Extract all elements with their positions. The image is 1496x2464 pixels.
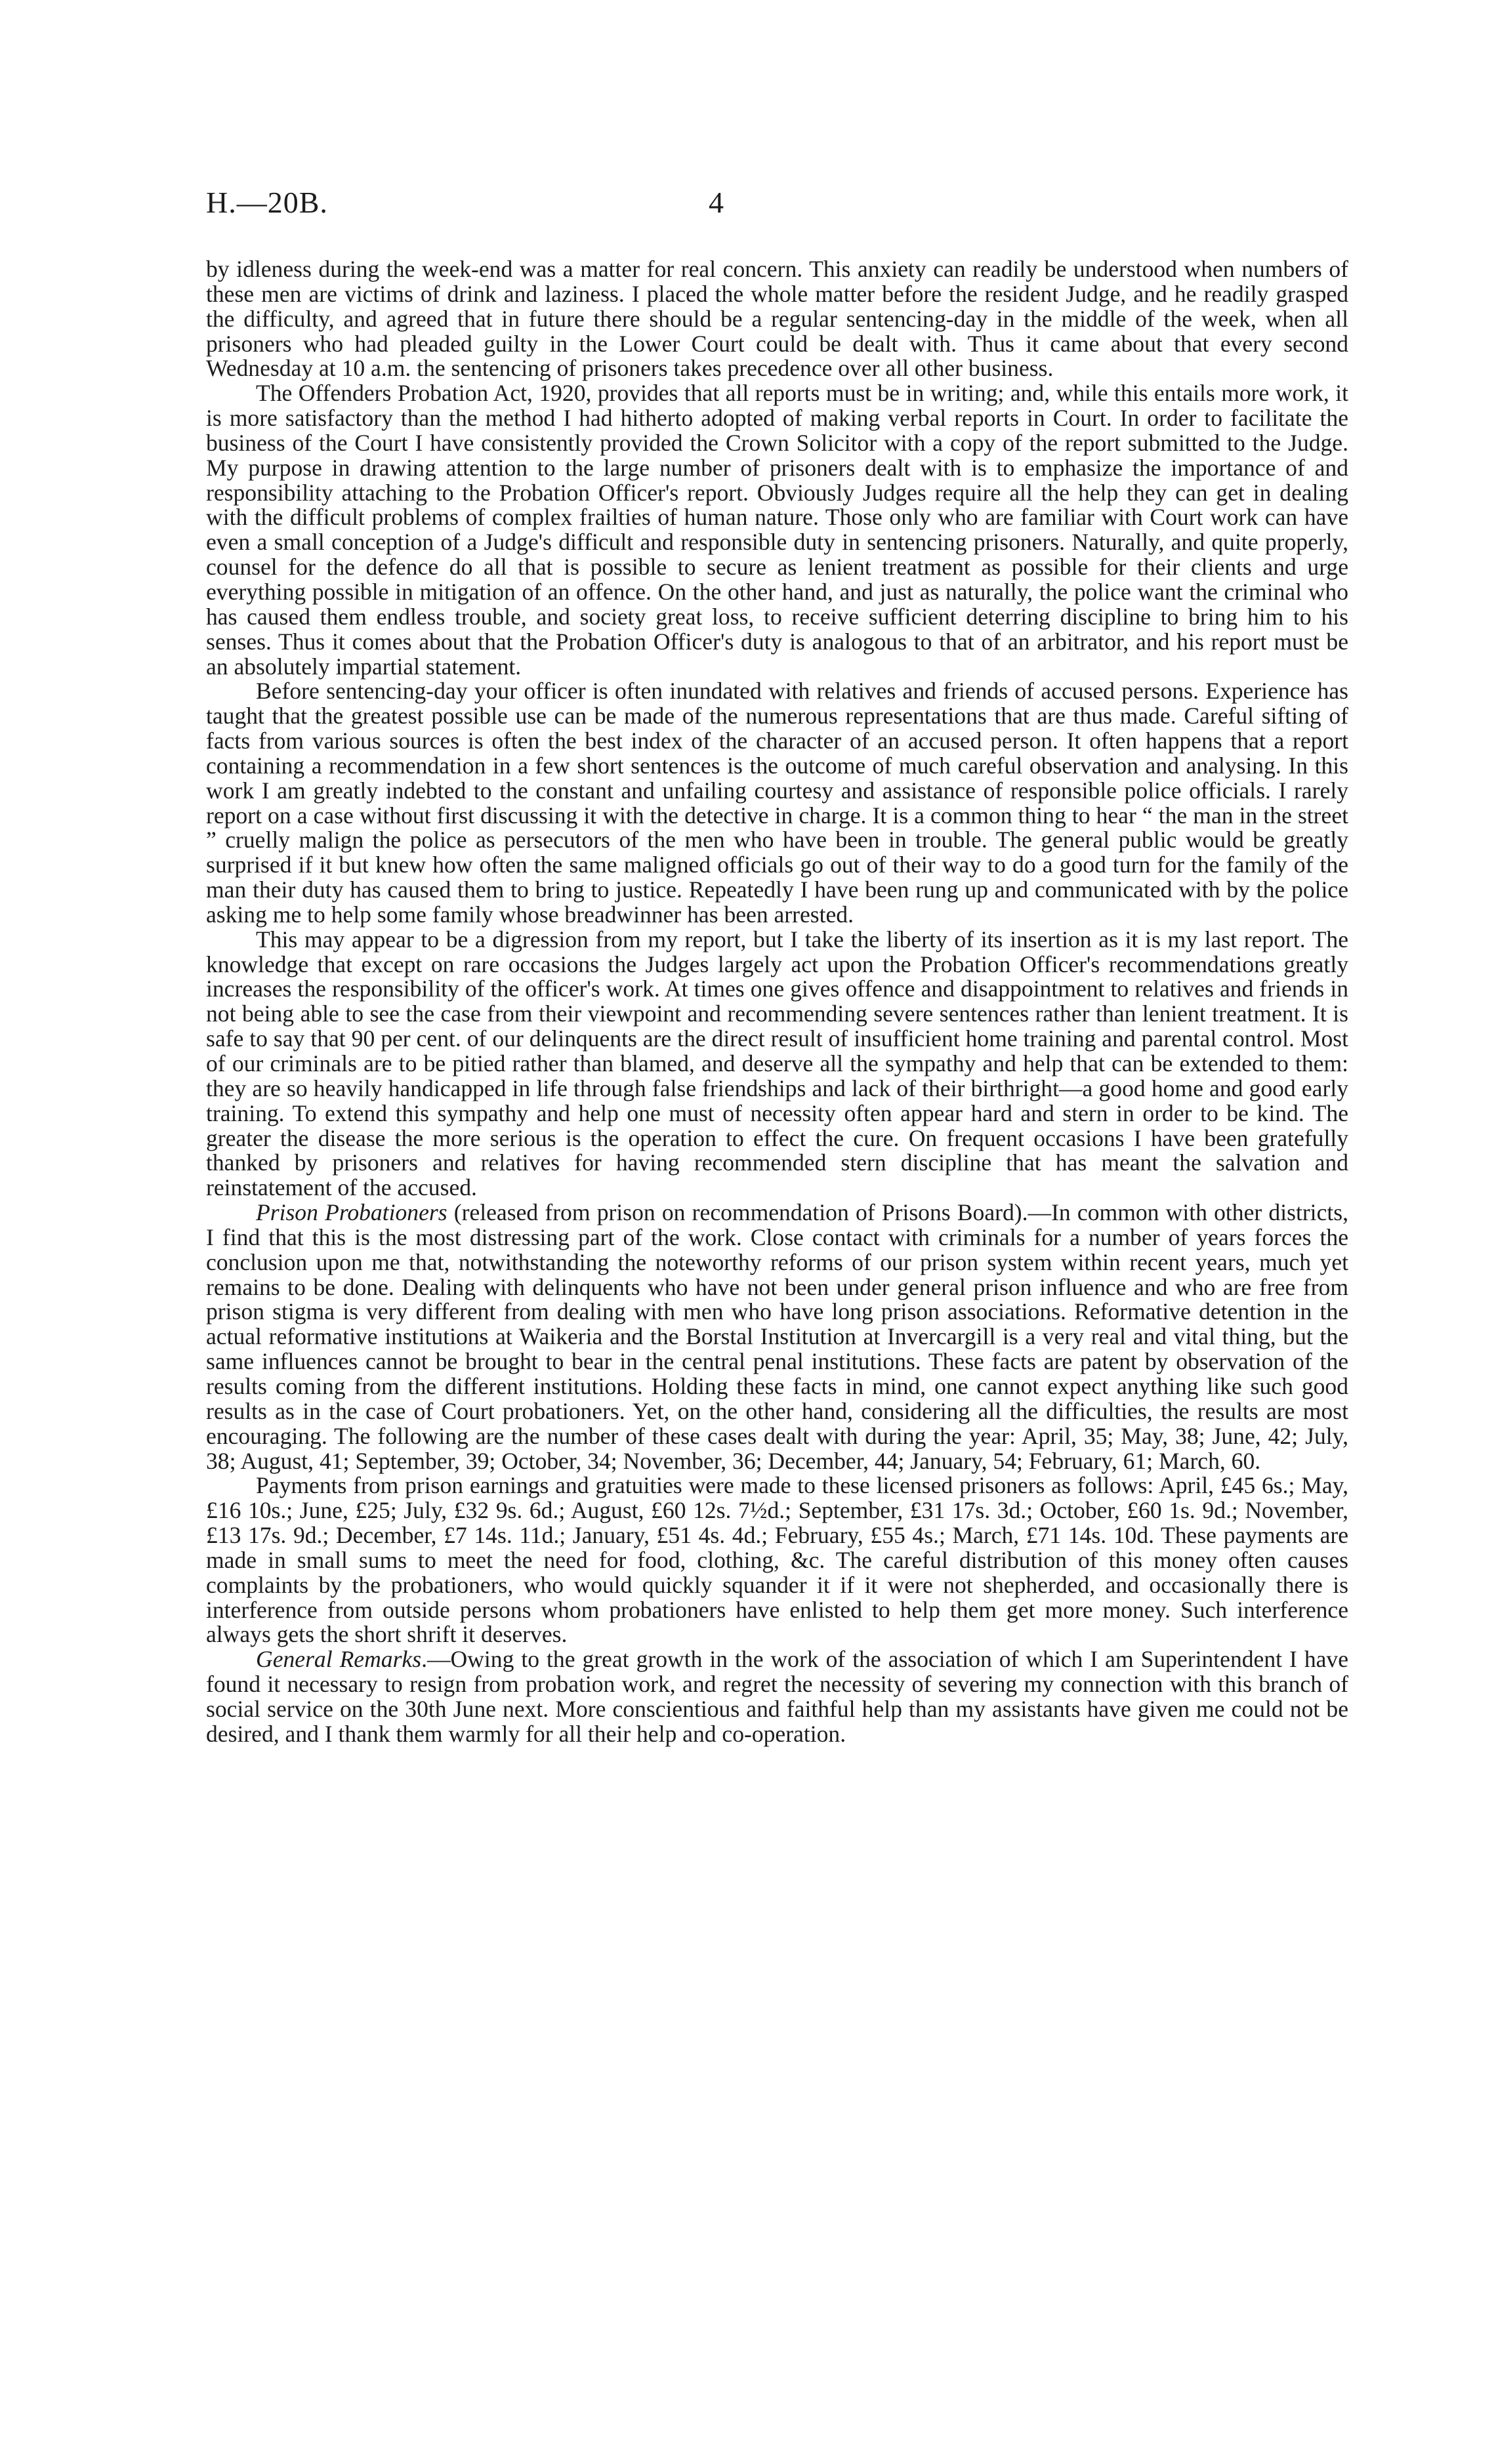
paragraph-payments [206, 1473, 1348, 1647]
paragraph-text: This may appear to be a digression from my report, but I take the liberty of its insertion as it is my last report. The knowledge that except on rare occasions the Judges largely act upon the Probation Officer's recommendations greatly increases the responsibility of the officer's work. At times one gives offence and disappointment to relatives and friends in not being able to see the case from their viewpoint and recommending severe sentences rather than lenient treatment. It is safe to say that 90 per cent. of our delinquents are the direct result of insufficient home training and parental control. Most of our criminals are to be pitied rather than blamed, and deserve all the sympathy and help that can be extended to them: they are so heavily handicapped in life through false friendships and lack of their birthright—a good home and good early training. To extend this sympathy and help one must of necessity often appear hard and stern in order to be kind. The greater the disease the more serious is the operation to effect the cure. On frequent occasions I have been gratefully thanked by prisoners and relatives for having recommended stern discipline that has meant the salvation and reinstatement of the accused. [206, 926, 1348, 1201]
paragraph-text: Before sentencing-day your officer is often inundated with relatives and friends of accused persons. Experience has taught that the greatest possible use can be made of the numerous representations that are thus made. Careful sifting of facts from various sources is often the best index of the character of an accused person. It often happens that a report containing a recommendation in a few short sentences is the outcome of much careful observation and analysing. In this work I am greatly indebted to the constant and unfailing courtesy and assistance of responsible police officials. I rarely report on a case without first discussing it with the detective in charge. It is a common thing to hear “ the man in the street ” cruelly malign the police as persecutors of the men who have been in trouble. The general public would be greatly surprised if it but knew how often the same maligned officials go out of their way to do a good turn for the family of the man their duty has caused them to bring to justice. Repeatedly I have been rung up and communicated with by the police asking me to help some family whose breadwinner has been arrested. [206, 678, 1348, 928]
paragraph-digression [206, 928, 1348, 1201]
section-heading-prison-probationers: Prison Probationers [256, 1199, 447, 1226]
paragraph-prison-probationers [206, 1201, 1348, 1473]
paragraph-text: by idleness during the week-end was a matter for real concern. This anxiety can readily be understood when numbers of these men are victims of drink and laziness. I placed the whole matter before the resident Judge, and he readily grasped the difficulty, and agreed that in future there should be a regular sentencing-day in the middle of the week, when all prisoners who had pleaded guilty in the Lower Court could be dealt with. Thus it came about that every second Wednesday at 10 a.m. the sentencing of prisoners takes precedence over all other business. [206, 256, 1348, 382]
paragraph-sentencing-day [206, 257, 1348, 381]
page-number: 4 [709, 186, 724, 219]
paragraph-text: (released from prison on recommendation of Prisons Board).—In common with other districts, I find that this is the most distressing part of the work. Close contact with criminals for a number of years forces the conclusion upon me that, notwithstanding the noteworthy reforms of our prison system within recent years, much yet remains to be done. Dealing with delinquents who have not been under general prison influence and who are free from prison stigma is very different from dealing with men who have long prison associations. Reformative detention in the actual reformative institutions at Waikeria and the Borstal Institution at Invercargill is a very real and vital thing, but the same influences cannot be brought to bear in the central penal institutions. These facts are patent by observation of the results coming from the different institutions. Holding these facts in mind, one cannot expect anything like such good results as in the case of Court probationers. Yet, on the other hand, considering all the difficulties, the results are most encouraging. The following are the number of these cases dealt with during the year: April, 35; May, 38; June, 42; July, 38; August, 41; September, 39; October, 34; November, 36; December, 44; January, 54; February, 61; March, 60. [206, 1199, 1348, 1474]
paragraph-sentencing-preparation [206, 679, 1348, 927]
section-heading-general-remarks: General Remarks [256, 1646, 422, 1673]
page-header [206, 185, 1348, 231]
report-body [206, 257, 1348, 1747]
document-code: H.—20B. [206, 186, 328, 219]
paragraph-text: .—Owing to the great growth in the work of the association of which I am Superintendent I have found it necessary to resign from probation work, and regret the necessity of severing my connection with this branch of social service on the 30th June next. More conscientious and faithful help than my assistants have given me could not be desired, and I thank them warmly for all their help and co-operation. [206, 1646, 1348, 1747]
paragraph-general-remarks [206, 1647, 1348, 1746]
paragraph-probation-act [206, 381, 1348, 679]
paragraph-text: Payments from prison earnings and gratuities were made to these licensed prisoners as follows: April, £45 6s.; May, £16 10s.; June, £25; July, £32 9s. 6d.; August, £60 12s. 7½d.; September, £31 17s. 3d.; October, £60 1s. 9d.; November, £13 17s. 9d.; December, £7 14s. 11d.; January, £51 4s. 4d.; February, £55 4s.; March, £71 14s. 10d. These payments are made in small sums to meet the need for food, clothing, &c. The careful distribution of this money often causes complaints by the probationers, who would quickly squander it if it were not shepherded, and occasionally there is interference from outside persons whom probationers have enlisted to help them get more money. Such interference always gets the short shrift it deserves. [206, 1472, 1348, 1648]
paragraph-text: The Offenders Probation Act, 1920, provides that all reports must be in writing; and, while this entails more work, it is more satisfactory than the method I had hitherto adopted of making verbal reports in Court. In order to facilitate the business of the Court I have consistently provided the Crown Solicitor with a copy of the report submitted to the Judge. My purpose in drawing attention to the large number of prisoners dealt with is to emphasize the importance of and responsibility attaching to the Probation Officer's report. Obviously Judges require all the help they can get in dealing with the difficult problems of complex frailties of human nature. Those only who are familiar with Court work can have even a small conception of a Judge's difficult and responsible duty in sentencing prisoners. Naturally, and quite properly, counsel for the defence do all that is possible to secure as lenient treatment as possible for their clients and urge everything possible in mitigation of an offence. On the other hand, and just as naturally, the police want the criminal who has caused them endless trouble, and society great loss, to receive sufficient deterring discipline to bring him to his senses. Thus it comes about that the Probation Officer's duty is analogous to that of an arbitrator, and his report must be an absolutely impartial statement. [206, 380, 1348, 680]
